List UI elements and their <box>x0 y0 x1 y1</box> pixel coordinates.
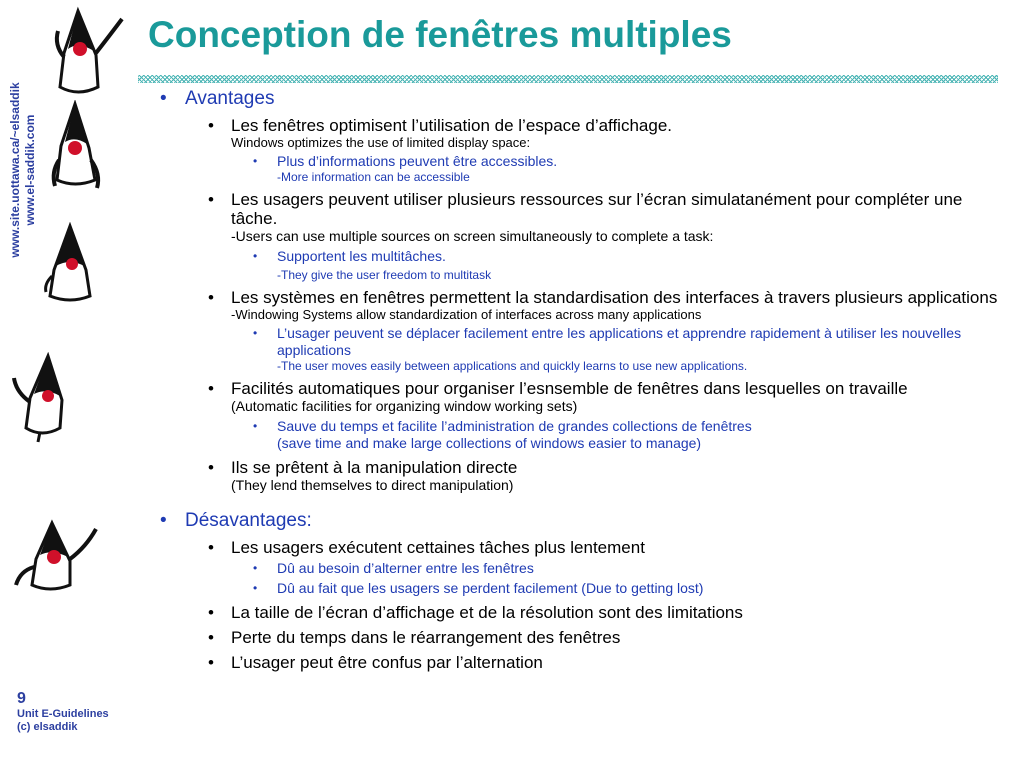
item-text: Les systèmes en fenêtres permettent la standardisation des interfaces à travers plusieurs applications <box>231 288 998 307</box>
url-line: www.site.uottawa.ca/~elsaddik <box>8 82 22 258</box>
slide-footer <box>17 690 109 734</box>
sub-item-note: (save time and make large collections of windows easier to manage) <box>277 435 702 451</box>
section-label: Avantages <box>185 88 275 109</box>
duke-mascot-icon <box>40 222 100 306</box>
bullet: • <box>160 88 167 109</box>
bullet: • <box>208 603 214 622</box>
item-text: Facilités automatiques pour organiser l’esnsemble de fenêtres dans lesquelles on travaille <box>231 379 908 398</box>
bullet: • <box>208 379 214 398</box>
list-item <box>160 458 1000 477</box>
bullet: • <box>208 538 214 557</box>
sub-item <box>160 560 1000 577</box>
bullet: • <box>253 249 258 263</box>
bullet: • <box>208 458 214 477</box>
item-note: -Users can use multiple sources on screen simultaneously to complete a task: <box>231 228 714 244</box>
item-note: (Automatic facilities for organizing window working sets) <box>231 398 578 414</box>
sub-item <box>160 248 1000 265</box>
bullet: • <box>208 288 214 307</box>
page-number: 9 <box>17 690 26 707</box>
bullet: • <box>208 628 214 647</box>
list-item <box>160 628 1000 647</box>
sub-item-text: Plus d’informations peuvent être accessibles. <box>277 153 558 169</box>
item-note: -Windowing Systems allow standardization of interfaces across many applications <box>231 307 702 322</box>
section-label: Désavantages: <box>185 510 312 531</box>
sub-item-note: -The user moves easily between applications and quickly learns to use new applications. <box>277 359 748 373</box>
sub-item-text: Supportent les multitâches. <box>277 248 446 264</box>
side-url <box>8 50 38 290</box>
bullet: • <box>208 190 214 209</box>
list-item <box>160 603 1000 622</box>
list-item <box>160 288 1000 307</box>
sub-item <box>160 325 1000 359</box>
item-note: (They lend themselves to direct manipulation) <box>231 477 514 493</box>
footer-unit: Unit E-Guidelines <box>17 708 109 720</box>
list-item <box>160 538 1000 557</box>
bullet: • <box>208 116 214 135</box>
url-line: www.el-saddik.com <box>23 114 37 226</box>
item-text: La taille de l’écran d’affichage et de la résolution sont des limitations <box>231 603 743 622</box>
item-text: Les fenêtres optimisent l’utilisation de l’espace d’affichage. <box>231 116 673 135</box>
sub-item-text: Sauve du temps et facilite l’administration de grandes collections de fenêtres <box>277 418 752 434</box>
bullet: • <box>160 510 167 531</box>
list-item <box>160 190 1000 228</box>
sub-item <box>160 580 1000 597</box>
slide-title: Conception de fenêtres multiples <box>148 14 732 55</box>
bullet: • <box>253 581 258 595</box>
duke-mascot-icon <box>10 515 100 595</box>
bullet: • <box>253 419 258 433</box>
list-item <box>160 379 1000 398</box>
sub-item-note: -More information can be accessible <box>277 170 470 184</box>
sub-item-text: Dû au besoin d’alterner entre les fenêtres <box>277 560 534 576</box>
bullet: • <box>253 154 258 168</box>
list-item <box>160 116 1000 135</box>
bullet: • <box>253 561 258 575</box>
section-heading <box>160 510 1000 532</box>
footer-copyright: (c) elsaddik <box>17 721 78 733</box>
duke-mascot-icon <box>8 352 80 444</box>
bullet: • <box>208 653 214 672</box>
item-text: Les usagers peuvent utiliser plusieurs ressources sur l’écran simulatanément pour compléter une tâche. <box>231 190 963 228</box>
sub-item-text: Dû au fait que les usagers se perdent facilement (Due to getting lost) <box>277 580 704 596</box>
section-heading <box>160 88 1000 110</box>
item-text: Ils se prêtent à la manipulation directe <box>231 458 518 477</box>
item-note: Windows optimizes the use of limited display space: <box>231 135 531 150</box>
item-text: Perte du temps dans le réarrangement des fenêtres <box>231 628 621 647</box>
sub-item <box>160 418 1000 435</box>
title-divider <box>138 75 998 83</box>
duke-mascot-icon <box>48 5 130 100</box>
bullet: • <box>253 326 258 340</box>
sub-item-note: -They give the user freedom to multitask <box>277 268 492 282</box>
sub-item-text: L’usager peuvent se déplacer facilement entre les applications et apprendre rapidement à utiliser les nouvelles applications <box>277 325 962 358</box>
sub-item <box>160 153 1000 170</box>
slide-body <box>160 88 1000 672</box>
item-text: Les usagers exécutent cettaines tâches plus lentement <box>231 538 645 557</box>
list-item <box>160 653 1000 672</box>
item-text: L’usager peut être confus par l’alternation <box>231 653 543 672</box>
duke-mascot-icon <box>45 100 105 192</box>
